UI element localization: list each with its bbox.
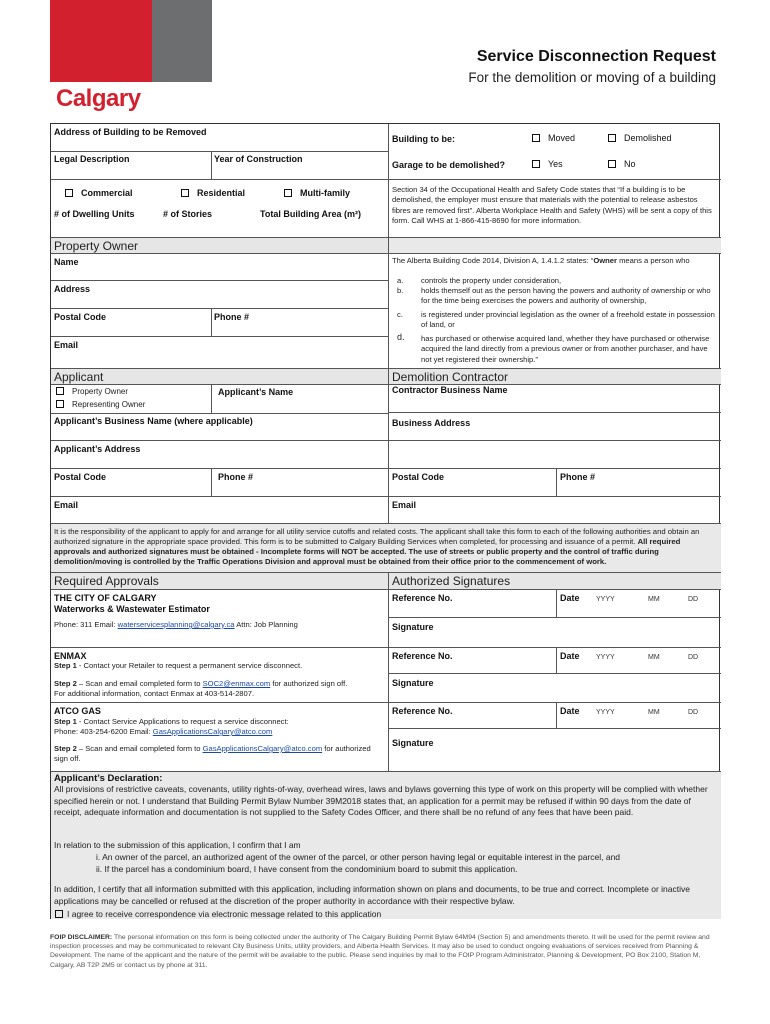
divider (51, 308, 388, 309)
divider (388, 673, 721, 674)
city-attn-text: Attn: Job Planning (234, 620, 298, 629)
moved-label: Moved (548, 133, 576, 143)
logo-red-block (50, 0, 152, 82)
divider (388, 728, 721, 729)
atco-step-1 (54, 717, 384, 727)
atco-step-2 (54, 744, 384, 765)
enmax-email-link[interactable]: SOC2@enmax.com (202, 679, 271, 688)
enmax-reference-label: Reference No. (392, 651, 453, 661)
declaration-paragraph-2: In relation to the submission of this application, I confirm that I am (54, 840, 301, 850)
owner-postal-label: Postal Code (54, 312, 107, 322)
demolished-label: Demolished (624, 133, 672, 143)
multifamily-checkbox[interactable] (284, 188, 350, 198)
section-authorized-signatures: Authorized Signatures (388, 573, 721, 590)
section-required-approvals: Required Approvals (51, 573, 388, 590)
divider (388, 124, 389, 237)
city-signature-label: Signature (392, 622, 434, 632)
owner-name-label: Name (54, 257, 79, 267)
city-contact (54, 620, 384, 630)
checkbox-icon[interactable] (55, 910, 63, 918)
code-intro-end: means a person who (617, 256, 690, 265)
commercial-checkbox[interactable] (65, 188, 133, 198)
code-item-text: has purchased or otherwise acquired land, whether they have purchased or otherwise acquired the land directly from a previous owner or from another purchaser, and have not yet registered their ownership.” (421, 334, 710, 364)
enmax-step-2-label: Step 2 (54, 679, 77, 688)
residential-checkbox[interactable] (181, 188, 245, 198)
checkbox-icon[interactable] (65, 189, 73, 197)
code-item-key: d. (397, 332, 405, 342)
declaration-item-ii: ii. If the parcel has a condominium board, I have consent from the condominium board to submit this application. (96, 864, 518, 874)
electronic-consent-checkbox[interactable] (55, 909, 381, 919)
city-phone-text: Phone: 311 Email: (54, 620, 118, 629)
logo-grey-block (152, 0, 212, 82)
checkbox-icon[interactable] (608, 160, 616, 168)
enmax-step-1-label: Step 1 (54, 661, 77, 670)
divider (211, 385, 212, 413)
code-item-key: a. (397, 276, 404, 285)
enmax-step-2 (54, 679, 384, 689)
code-owner-word: Owner (593, 256, 617, 265)
divider (51, 702, 721, 703)
divider (211, 468, 212, 496)
section-property-owner: Property Owner (51, 237, 388, 254)
divider (388, 617, 721, 618)
checkbox-icon[interactable] (532, 160, 540, 168)
declaration-title: Applicant’s Declaration: (54, 773, 163, 784)
atco-contact (54, 727, 384, 737)
city-of-calgary-title: THE CITY OF CALGARY (54, 593, 157, 603)
city-email-link[interactable]: waterservicesplanning@calgary.ca (117, 620, 235, 629)
residential-label: Residential (197, 188, 246, 198)
form-subtitle: For the demolition or moving of a building (468, 70, 716, 85)
owner-email-label: Email (54, 340, 79, 350)
atco-step-2-end: for authorized sign off. (54, 744, 371, 764)
divider (388, 237, 389, 368)
property-owner-label: Property Owner (72, 387, 129, 396)
divider (51, 280, 388, 281)
enmax-step-2-end: for authorized sign off. (270, 679, 348, 688)
moved-checkbox[interactable] (532, 133, 575, 143)
atco-reference-label: Reference No. (392, 706, 453, 716)
legal-description-label: Legal Description (54, 154, 130, 164)
declaration-item-i: i. An owner of the parcel, an authorized agent of the owner of the parcel, or other person having legal or equitable interest in the parcel, and (96, 852, 621, 862)
checkbox-icon[interactable] (181, 189, 189, 197)
code-item-key: c. (397, 310, 403, 319)
checkbox-icon[interactable] (56, 400, 64, 408)
waterworks-title: Waterworks & Wastewater Estimator (54, 604, 210, 614)
enmax-date-mm: MM (648, 654, 660, 661)
section-applicant: Applicant (51, 368, 388, 385)
divider (211, 308, 212, 336)
service-disconnection-form (50, 123, 720, 919)
code-item-text: controls the property under consideration, (421, 276, 562, 285)
building-code-intro (392, 256, 718, 266)
responsibility-text (54, 527, 718, 567)
divider (51, 413, 388, 414)
divider (388, 179, 721, 180)
atco-date-label: Date (560, 706, 580, 716)
divider (51, 440, 721, 441)
owner-address-label: Address (54, 284, 91, 294)
checkbox-icon[interactable] (56, 387, 64, 395)
atco-step-2-label: Step 2 (54, 744, 77, 753)
city-reference-label: Reference No. (392, 593, 453, 603)
atco-step-2-text: – Scan and email completed form to (76, 744, 203, 753)
city-date-yyyy: YYYY (596, 596, 615, 603)
divider (51, 179, 388, 180)
foip-disclaimer (50, 933, 720, 970)
property-owner-checkbox[interactable] (56, 387, 128, 397)
applicant-business-name-label: Applicant’s Business Name (where applicable) (54, 416, 253, 426)
owner-phone-label: Phone # (214, 312, 250, 322)
enmax-date-label: Date (560, 651, 580, 661)
contractor-phone-label: Phone # (560, 472, 596, 482)
applicant-address-label: Applicant’s Address (54, 444, 141, 454)
responsibility-text-body: It is the responsibility of the applicant to apply for and arrange for all utility service cutoffs and related costs. The applicant shall take this form to each of the following authorities and obtain an authorized signature in the appropriate space provided. This form is to be submitted to Calgary Building Services when completed, for processing and issuance of a permit. (54, 527, 700, 546)
checkbox-icon[interactable] (532, 134, 540, 142)
applicant-name-label: Applicant’s Name (218, 387, 294, 397)
enmax-step-2-text: – Scan and email completed form to (76, 679, 203, 688)
contractor-business-address-label: Business Address (392, 418, 471, 428)
atco-step-1-label: Step 1 (54, 717, 77, 726)
divider (556, 702, 557, 728)
declaration-paragraph-3: In addition, I certify that all information submitted with this application, including information shown on plans and documents, to be true and correct. Incomplete or inactive applications may be cancelled or refused at the discretion of the proper authority in accordance with their respective bylaw. (54, 884, 690, 906)
contractor-postal-label: Postal Code (392, 472, 445, 482)
contractor-business-name-label: Contractor Business Name (392, 385, 508, 395)
divider (388, 412, 721, 413)
atco-phone-text: Phone: 403-254-6200 Email: (54, 727, 153, 736)
demolished-checkbox[interactable] (608, 133, 672, 143)
code-item-key: b. (397, 286, 404, 295)
electronic-consent-label: I agree to receive correspondence via electronic message related to this application (67, 909, 382, 919)
city-date-mm: MM (648, 596, 660, 603)
representing-owner-label: Representing Owner (72, 400, 146, 409)
enmax-info: For additional information, contact Enmax at 403-514-2807. (54, 689, 255, 698)
divider (51, 336, 388, 337)
divider (51, 647, 721, 648)
section-demolition-contractor: Demolition Contractor (388, 368, 721, 385)
multifamily-label: Multi-family (300, 188, 351, 198)
code-item-text: holds themself out as the person having the powers and authority of ownership or who for the time being exercises the powers and authority of ownership, (421, 286, 711, 306)
applicant-email-label: Email (54, 500, 79, 510)
year-of-construction-label: Year of Construction (214, 154, 303, 164)
ohs-asbestos-note: Section 34 of the Occupational Health and Safety Code states that “If a building is to be demolished, the employer must ensure that materials with the potential to release asbestos fibres are removed first”. Alberta Workplace Health and Safety (WHS) will be sent a copy of this form. Call WHS at 1-866-415-8690 for more information. (392, 185, 712, 225)
commercial-label: Commercial (81, 188, 133, 198)
garage-no-checkbox[interactable] (608, 159, 636, 169)
enmax-date-yyyy: YYYY (596, 654, 615, 661)
city-crest-icon (165, 80, 199, 114)
garage-yes-checkbox[interactable] (532, 159, 563, 169)
address-of-building-label: Address of Building to be Removed (54, 127, 207, 137)
total-area-label: Total Building Area (m²) (260, 209, 361, 219)
garage-question-label: Garage to be demolished? (392, 160, 506, 170)
divider (211, 151, 212, 179)
divider (51, 151, 388, 152)
divider (388, 368, 389, 523)
atco-step-1-text: - Contact Service Applications to request a service disconnect: (76, 717, 289, 726)
foip-text: The personal information on this form is being collected under the authority of The Calgary Building Permit Bylaw 64M94 (Section 5) and amendments thereto. It will be used for the permit review and inspection processes and may be communicated to relevant City Business Units, utility providers, and Alberta Health Services. It may also be used to conduct ongoing evaluations of services received from Planning & Development. The name of the applicant and the nature of the permit will be available to the public. Please send inquiries by mail to the FOIP Program Administrator, Planning & Development, PO Box 2100, Station M, Calgary, AB T2P 2M5 or contact us by phone at 311. (50, 934, 710, 969)
atco-signature-label: Signature (392, 738, 434, 748)
divider (556, 590, 557, 617)
applicant-postal-label: Postal Code (54, 472, 107, 482)
code-intro-text: The Alberta Building Code 2014, Division A, 1.4.1.2 states: “ (392, 256, 594, 265)
calgary-logo: Calgary (56, 85, 141, 112)
owner-header-filler (388, 237, 721, 254)
atco-email-link[interactable]: GasApplicationsCalgary@atco.com (152, 727, 273, 736)
enmax-step-1-text: - Contact your Retailer to request a permanent service disconnect. (76, 661, 303, 670)
stories-label: # of Stories (163, 209, 213, 219)
atco-date-yyyy: YYYY (596, 709, 615, 716)
divider (556, 647, 557, 673)
contractor-email-label: Email (392, 500, 417, 510)
atco-date-mm: MM (648, 709, 660, 716)
divider (556, 468, 557, 496)
code-item-text: is registered under provincial legislation as the owner of a freehold estate in possession of land, or (421, 310, 715, 330)
enmax-step-1 (54, 661, 384, 671)
enmax-signature-label: Signature (392, 678, 434, 688)
atco-date-dd: DD (688, 709, 699, 716)
city-date-label: Date (560, 593, 580, 603)
representing-owner-checkbox[interactable] (56, 400, 145, 410)
checkbox-icon[interactable] (608, 134, 616, 142)
building-to-be-label: Building to be: (392, 134, 455, 144)
divider (51, 468, 721, 469)
dwelling-units-label: # of Dwelling Units (54, 209, 135, 219)
responsibility-text-bold: All required approvals and authorized signatures must be obtained - Incomplete forms will NOT be accepted. The use of streets or public property and the control of traffic during demolition/moving is controlled by the Traffic Operations Division and approval must be obtained from their office prior to the commencement of work. (54, 537, 681, 566)
foip-label: FOIP DISCLAIMER: (50, 934, 113, 941)
divider (388, 573, 389, 771)
declaration-paragraph-1: All provisions of restrictive caveats, covenants, utility rights-of-way, overhead wires, laws and bylaws governing this type of work on this property will be complied with whether specified herein or not. I understand that Building Permit Bylaw Number 39M2018 states that, an application for a permit may be refused if within 90 days from the date of receipt, adequate information and documentation is not supplied to the Safety Codes Officer, and there shall be no refund of any fees that have been paid. (54, 784, 708, 817)
enmax-title: ENMAX (54, 651, 87, 661)
enmax-date-dd: DD (688, 654, 699, 661)
atco-email-link-2[interactable]: GasApplicationsCalgary@atco.com (202, 744, 323, 753)
city-date-dd: DD (688, 596, 699, 603)
divider (51, 496, 721, 497)
yes-label: Yes (548, 159, 563, 169)
no-label: No (624, 159, 636, 169)
atco-gas-title: ATCO GAS (54, 706, 101, 716)
applicant-phone-label: Phone # (218, 472, 254, 482)
form-title: Service Disconnection Request (476, 48, 716, 65)
checkbox-icon[interactable] (284, 189, 292, 197)
